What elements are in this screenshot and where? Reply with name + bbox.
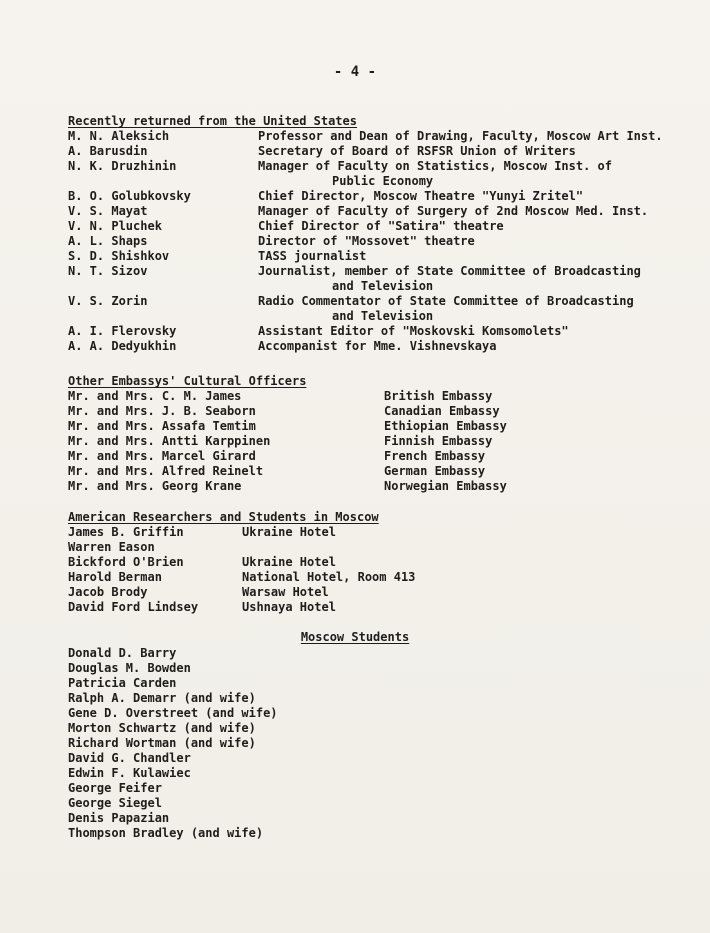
position-description: Chief Director of "Satira" theatre [258,219,504,233]
list-item [68,525,528,540]
returned-list [68,129,668,354]
student-name: Richard Wortman (and wife) [68,736,256,750]
person-name: A. I. Flerovsky [68,324,177,338]
position-description: Accompanist for Mme. Vishnevskaya [258,339,497,353]
embassy-name: Finnish Embassy [384,434,493,448]
student-name: Edwin F. Kulawiec [68,766,191,780]
list-item [68,339,668,354]
position-description: Director of "Mossovet" theatre [258,234,475,248]
researcher-name: David Ford Lindsey [68,600,199,614]
section-moscow-students [68,646,468,841]
list-item [68,419,588,434]
list-item [68,706,468,721]
list-item [68,766,468,781]
list-item [68,781,468,796]
embassy-name: French Embassy [384,449,486,463]
list-item [68,479,588,494]
officer-name: Mr. and Mrs. Alfred Reinelt [68,464,264,478]
section-heading-moscow-students: Moscow Students [300,630,410,644]
list-item [68,796,468,811]
section-embassy-officers [68,374,588,494]
researcher-name: James B. Griffin [68,525,184,539]
student-name: Douglas M. Bowden [68,661,191,675]
position-description: Assistant Editor of "Moskovski Komsomolets" [258,324,569,338]
list-item [68,691,468,706]
list-item [68,144,668,159]
embassy-name: British Embassy [384,389,493,403]
list-item [68,434,588,449]
list-item [68,464,588,479]
person-name: V. N. Pluchek [68,219,162,233]
list-item [68,249,668,264]
person-name: S. D. Shishkov [68,249,170,263]
position-description: Professor and Dean of Drawing, Faculty, Moscow Art Inst. [258,129,663,143]
list-item [68,294,668,309]
list-item [68,646,468,661]
list-item [68,600,528,615]
embassy-list [68,389,588,494]
officer-name: Mr. and Mrs. Antti Karppinen [68,434,271,448]
researcher-name: Warren Eason [68,540,155,554]
list-item [68,570,528,585]
list-item [68,264,668,279]
section-heading-recently-returned: Recently returned from the United States [68,114,357,128]
person-name: N. T. Sizov [68,264,148,278]
hotel-name: Ukraine Hotel [242,555,336,569]
list-item [68,661,468,676]
student-name: Patricia Carden [68,676,177,690]
officer-name: Mr. and Mrs. Marcel Girard [68,449,256,463]
list-item [68,449,588,464]
student-name: Gene D. Overstreet (and wife) [68,706,278,720]
list-item [68,204,668,219]
position-description: Radio Commentator of State Committee of Broadcasting [258,294,634,308]
list-item [68,404,588,419]
position-description-continued: and Television [332,279,434,293]
list-item [68,676,468,691]
list-item [68,189,668,204]
list-item [68,324,668,339]
position-description: TASS journalist [258,249,367,263]
researcher-name: Harold Berman [68,570,162,584]
list-item [68,540,528,555]
person-name: A. Barusdin [68,144,148,158]
position-description-continued: Public Economy [332,174,434,188]
embassy-name: Norwegian Embassy [384,479,507,493]
hotel-name: Ushnaya Hotel [242,600,336,614]
person-name: V. S. Mayat [68,204,148,218]
section-american-researchers [68,510,528,615]
officer-name: Mr. and Mrs. C. M. James [68,389,242,403]
section-heading-american: American Researchers and Students in Moscow [68,510,379,524]
person-name: N. K. Druzhinin [68,159,177,173]
student-name: Denis Papazian [68,811,170,825]
embassy-name: Ethiopian Embassy [384,419,507,433]
list-item [68,234,668,249]
position-description: Manager of Faculty of Surgery of 2nd Moscow Med. Inst. [258,204,649,218]
position-description: Secretary of Board of RSFSR Union of Writers [258,144,576,158]
list-item [68,811,468,826]
hotel-name: Ukraine Hotel [242,525,336,539]
student-name: George Siegel [68,796,162,810]
list-item [68,555,528,570]
moscow-students-list [68,646,468,841]
list-item-continuation [68,309,668,324]
list-item [68,389,588,404]
researcher-name: Jacob Brody [68,585,148,599]
officer-name: Mr. and Mrs. Assafa Temtim [68,419,256,433]
position-description: Journalist, member of State Committee of Broadcasting [258,264,641,278]
american-list [68,525,528,615]
position-description: Manager of Faculty on Statistics, Moscow Inst. of [258,159,613,173]
person-name: A. A. Dedyukhin [68,339,177,353]
student-name: George Feifer [68,781,162,795]
list-item [68,219,668,234]
person-name: M. N. Aleksich [68,129,170,143]
list-item [68,721,468,736]
student-name: David G. Chandler [68,751,191,765]
list-item [68,751,468,766]
list-item [68,826,468,841]
list-item [68,159,668,174]
embassy-name: Canadian Embassy [384,404,500,418]
section-heading-embassies: Other Embassys' Cultural Officers [68,374,307,388]
student-name: Ralph A. Demarr (and wife) [68,691,256,705]
hotel-name: Warsaw Hotel [242,585,329,599]
list-item [68,585,528,600]
student-name: Donald D. Barry [68,646,177,660]
researcher-name: Bickford O'Brien [68,555,184,569]
position-description-continued: and Television [332,309,434,323]
student-name: Morton Schwartz (and wife) [68,721,256,735]
list-item-continuation [68,174,668,189]
student-name: Thompson Bradley (and wife) [68,826,264,840]
list-item [68,129,668,144]
position-description: Chief Director, Moscow Theatre "Yunyi Zritel" [258,189,584,203]
officer-name: Mr. and Mrs. J. B. Seaborn [68,404,256,418]
officer-name: Mr. and Mrs. Georg Krane [68,479,242,493]
embassy-name: German Embassy [384,464,486,478]
person-name: B. O. Golubkovsky [68,189,191,203]
person-name: A. L. Shaps [68,234,148,248]
hotel-name: National Hotel, Room 413 [242,570,416,584]
section-recently-returned [68,114,668,354]
page-number: - 4 - [333,64,377,80]
person-name: V. S. Zorin [68,294,148,308]
list-item [68,736,468,751]
list-item-continuation [68,279,668,294]
